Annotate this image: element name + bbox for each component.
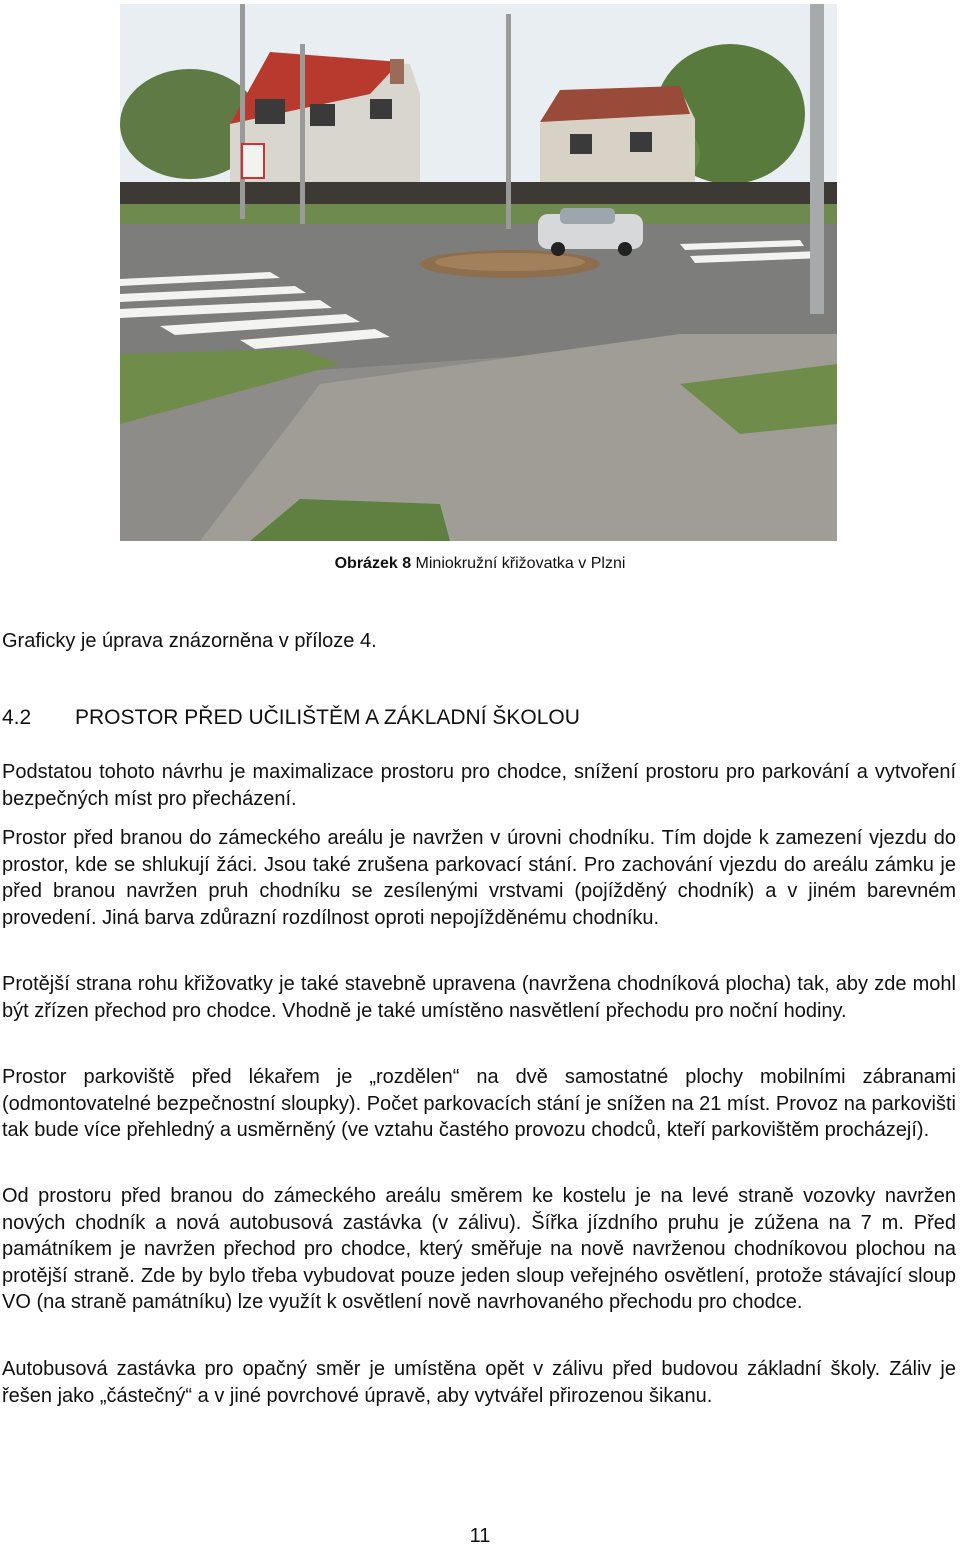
section-heading: [2, 706, 580, 730]
paragraph-2: Prostor před branou do zámeckého areálu je navržen v úrovni chodníku. Tím dojde k zamezení vjezdu do prostor, kde se shlukují žáci. Jsou také zrušena parkovací stání. Pro zachování vjezdu do areálu zámku je před branou navržen pruh chodníku se zesílenými vrstvami (pojížděný chodník) a v jiném barevném provedení. Jiná barva zdůrazní rozdílnost oproti nepojížděnému chodníku.: [2, 827, 956, 929]
intro-paragraph: Graficky je úprava znázorněna v příloze 4.: [2, 630, 377, 652]
paragraph-3: Protější strana rohu křižovatky je také stavebně upravena (navržena chodníková plocha) tak, aby zde mohl být zřízen přechod pro chodce. Vhodně je také umístěno nasvětlení přechodu pro noční hodiny.: [2, 973, 956, 1022]
section-number: 4.2: [2, 706, 32, 729]
section-title: PROSTOR PŘED UČILIŠTĚM A ZÁKLADNÍ ŠKOLOU: [75, 706, 580, 729]
paragraph-5: Od prostoru před branou do zámeckého areálu směrem ke kostelu je na levé straně vozovky navržen nových chodník a nová autobusová zastávka (v zálivu). Šířka jízdního pruhu je zúžena na 7 m. Před památníkem je navržen přechod pro chodce, který směřuje na nově navrženou chodníkovou plochou na protější straně. Zde by bylo třeba vybudovat pouze jeden sloup veřejného osvětlení, protože stávající sloup VO (na straně památníku) lze využít k osvětlení nově navrhovaného přechodu pro chodce.: [2, 1185, 956, 1313]
paragraph-6: Autobusová zastávka pro opačný směr je umístěna opět v zálivu před budovou základní školy. Záliv je řešen jako „částečný“ a v jiné povrchové úpravě, aby vytvářel přirozenou šikanu.: [2, 1358, 956, 1407]
figure-caption-label: Obrázek 8: [334, 555, 412, 572]
figure-caption: [0, 555, 960, 573]
paragraph-1: Podstatou tohoto návrhu je maximalizace prostoru pro chodce, snížení prostoru pro parkování a vytvoření bezpečných míst pro přecházení.: [2, 761, 956, 810]
intersection-photo: [120, 4, 837, 541]
paragraph-4: Prostor parkoviště před lékařem je „rozdělen“ na dvě samostatné plochy mobilními zábranami (odmontovatelné bezpečnostní sloupky). Počet parkovacích stání je snížen na 21 míst. Provoz na parkovišti tak bude více přehledný a usměrněný (ve vztahu častého provozu chodců, kteří parkovištěm procházejí).: [2, 1066, 956, 1141]
page-number: 11: [469, 1525, 491, 1547]
figure-caption-text: Miniokružní křižovatka v Plzni: [415, 555, 626, 572]
